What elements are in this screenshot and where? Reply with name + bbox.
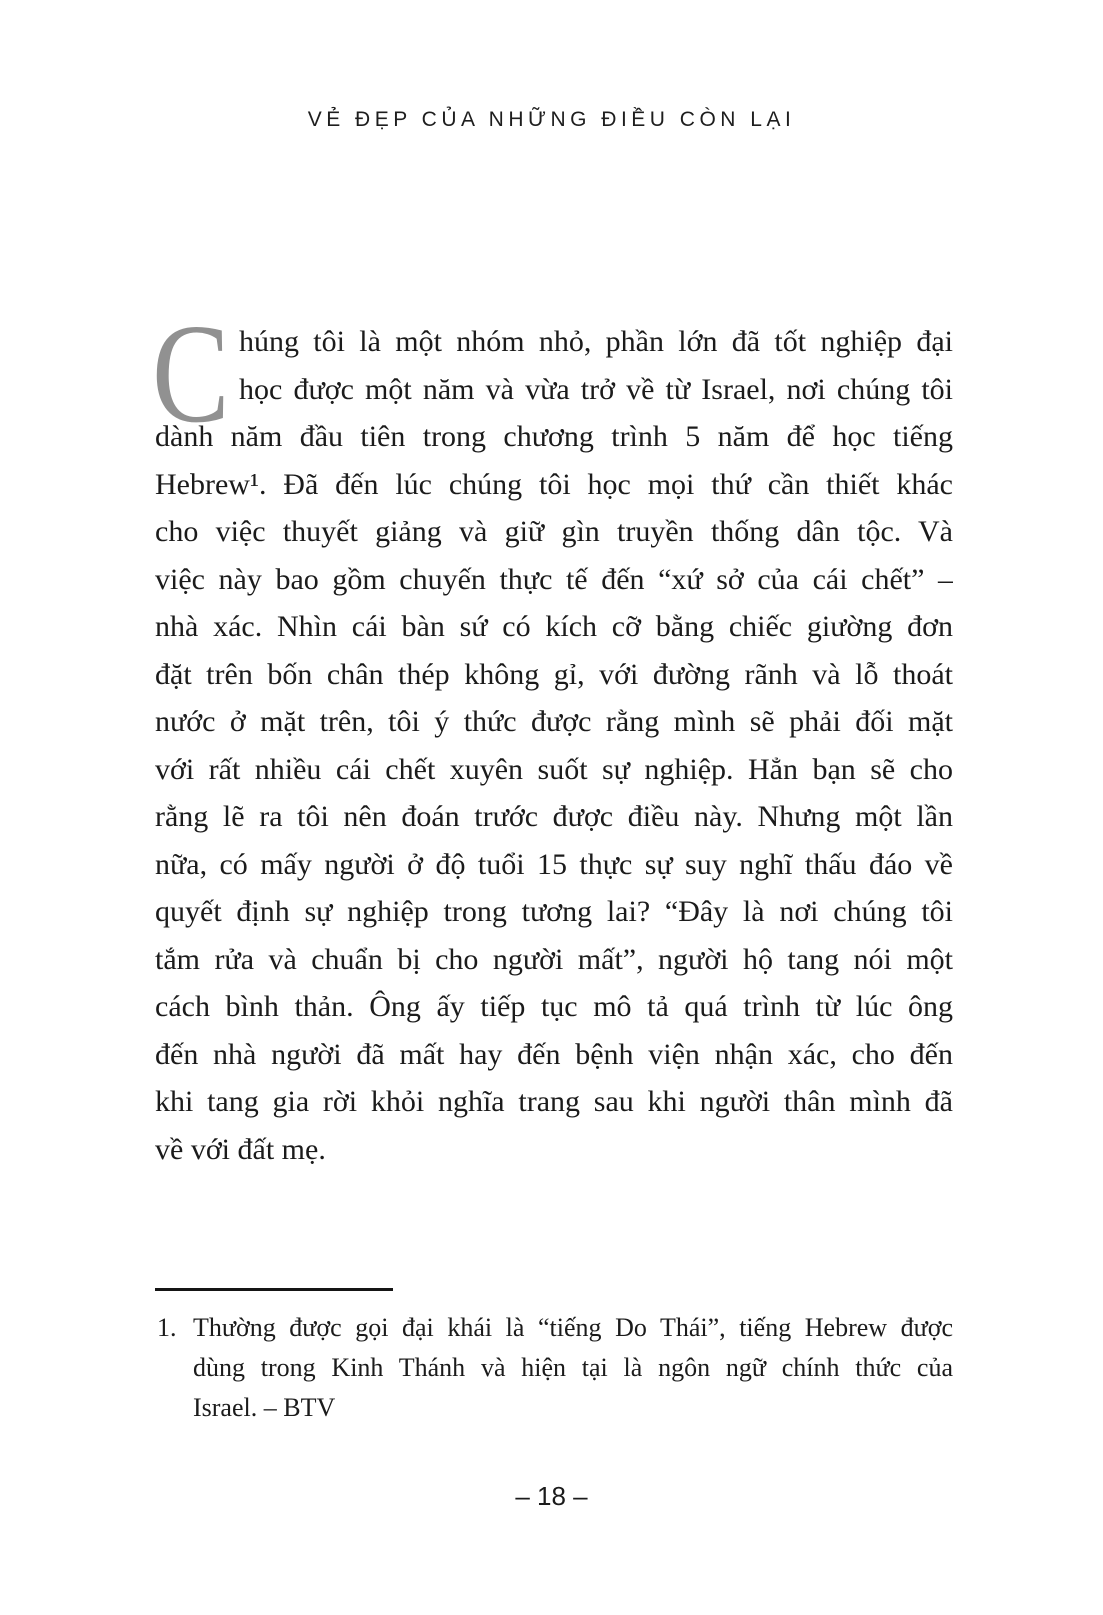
- body-line: đặt trên bốn chân thép không gỉ, với đường rãnh và lỗ thoát: [155, 657, 953, 691]
- footnote-line: Israel. – BTV: [193, 1393, 336, 1422]
- body-line: với rất nhiều cái chết xuyên suốt sự nghiệp. Hẳn bạn sẽ cho: [155, 752, 953, 786]
- footnote-text: [193, 1308, 953, 1428]
- body-line: nhà xác. Nhìn cái bàn sứ có kích cỡ bằng chiếc giường đơn: [155, 610, 953, 643]
- body-paragraph: [152, 294, 953, 1173]
- body-line: khi tang gia rời khỏi nghĩa trang sau khi người thân mình đã: [155, 1085, 953, 1118]
- footnote-line: dùng trong Kinh Thánh và hiện tại là ngôn ngữ chính thức của: [193, 1353, 953, 1382]
- body-line: Hebrew¹. Đã đến lúc chúng tôi học mọi thứ cần thiết khác: [155, 467, 953, 501]
- body-line: về với đất mẹ.: [155, 1132, 326, 1166]
- body-line: tắm rửa và chuẩn bị cho người mất”, người hộ tang nói một: [155, 942, 953, 976]
- running-head: VẺ ĐẸP CỦA NHỮNG ĐIỀU CÒN LẠI: [307, 108, 796, 131]
- drop-cap: C: [152, 294, 230, 452]
- footnote-number: 1.: [157, 1313, 177, 1342]
- body-line: cho việc thuyết giảng và giữ gìn truyền thống dân tộc. Và: [155, 515, 953, 548]
- body-line: nữa, có mấy người ở độ tuổi 15 thực sự suy nghĩ thấu đáo về: [155, 847, 953, 881]
- body-line: nước ở mặt trên, tôi ý thức được rằng mình sẽ phải đối mặt: [155, 705, 953, 738]
- body-line: cách bình thản. Ông ấy tiếp tục mô tả quá trình từ lúc ông: [155, 990, 953, 1023]
- body-line: rằng lẽ ra tôi nên đoán trước được điều này. Nhưng một lần: [155, 800, 953, 833]
- footnote-line: Thường được gọi đại khái là “tiếng Do Thái”, tiếng Hebrew được: [193, 1313, 953, 1342]
- footnote: [155, 1308, 953, 1428]
- body-line: quyết định sự nghiệp trong tương lai? “Đây là nơi chúng tôi: [155, 895, 953, 928]
- body-line: húng tôi là một nhóm nhỏ, phần lớn đã tốt nghiệp đại: [239, 325, 953, 358]
- body-line: đến nhà người đã mất hay đến bệnh viện nhận xác, cho đến: [155, 1037, 953, 1071]
- body-line: học được một năm và vừa trở về từ Israel, nơi chúng tôi: [239, 372, 953, 406]
- body-line: dành năm đầu tiên trong chương trình 5 năm để học tiếng: [155, 420, 953, 453]
- footnote-separator: [155, 1288, 393, 1291]
- body-line: việc này bao gồm chuyến thực tế đến “xứ sở của cái chết” –: [155, 562, 953, 596]
- page-number: – 18 –: [515, 1481, 588, 1511]
